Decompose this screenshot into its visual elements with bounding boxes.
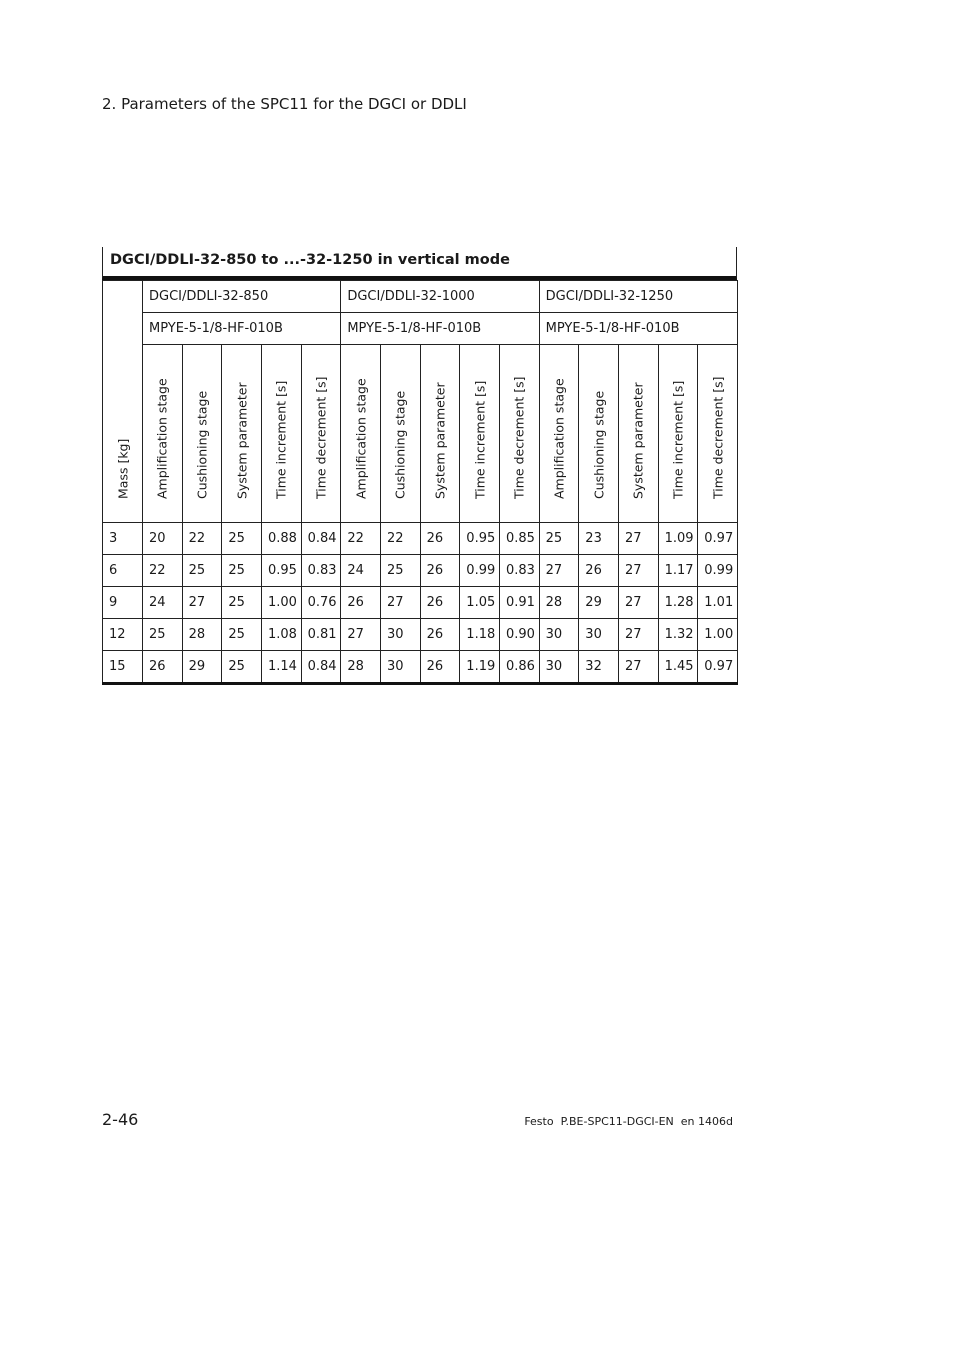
value-cell: 27 <box>380 587 420 619</box>
column-header-cell <box>579 345 619 523</box>
value-cell: 29 <box>579 587 619 619</box>
value-cell: 22 <box>341 523 381 555</box>
chapter-heading: 2. Parameters of the SPC11 for the DGCI or DDLI <box>102 95 467 113</box>
value-cell: 26 <box>341 587 381 619</box>
value-cell: 28 <box>539 587 579 619</box>
mass-cell: 9 <box>103 587 143 619</box>
value-cell: 27 <box>618 651 658 684</box>
value-cell: 26 <box>420 555 460 587</box>
value-cell: 30 <box>579 619 619 651</box>
table-row <box>103 555 738 587</box>
value-cell: 27 <box>618 555 658 587</box>
column-header: Cushioning stage <box>194 390 210 499</box>
value-cell: 27 <box>618 587 658 619</box>
value-cell: 0.97 <box>698 523 738 555</box>
value-cell: 1.32 <box>658 619 698 651</box>
value-cell: 25 <box>143 619 183 651</box>
value-cell: 1.08 <box>261 619 301 651</box>
column-header-cell <box>460 345 500 523</box>
value-cell: 0.84 <box>301 651 341 684</box>
value-cell: 26 <box>420 651 460 684</box>
drive-header-1000: DGCI/DDLI-32-1000 <box>341 281 539 313</box>
column-header-cell <box>420 345 460 523</box>
mass-cell: 6 <box>103 555 143 587</box>
value-cell: 27 <box>182 587 222 619</box>
column-header-cell <box>618 345 658 523</box>
value-cell: 0.90 <box>499 619 539 651</box>
column-header: Time increment [s] <box>472 380 488 499</box>
valve-header-1000: MPYE-5-1/8-HF-010B <box>341 313 539 345</box>
value-cell: 27 <box>618 619 658 651</box>
value-cell: 0.97 <box>698 651 738 684</box>
parameter-table-block <box>102 247 737 685</box>
table-title: DGCI/DDLI-32-850 to ...-32-1250 in vertical mode <box>102 247 737 280</box>
column-header-cell <box>222 345 262 523</box>
value-cell: 20 <box>143 523 183 555</box>
value-cell: 1.00 <box>698 619 738 651</box>
value-cell: 27 <box>539 555 579 587</box>
value-cell: 30 <box>539 651 579 684</box>
value-cell: 30 <box>380 651 420 684</box>
value-cell: 1.00 <box>261 587 301 619</box>
value-cell: 1.17 <box>658 555 698 587</box>
drive-header-1250: DGCI/DDLI-32-1250 <box>539 281 737 313</box>
value-cell: 0.86 <box>499 651 539 684</box>
column-header: Time decrement [s] <box>313 376 329 499</box>
value-cell: 0.91 <box>499 587 539 619</box>
mass-header-cell <box>103 281 143 523</box>
value-cell: 30 <box>539 619 579 651</box>
column-header: Cushioning stage <box>392 390 408 499</box>
column-header: System parameter <box>432 382 448 499</box>
mass-header: Mass [kg] <box>115 438 130 499</box>
value-cell: 25 <box>182 555 222 587</box>
column-header: System parameter <box>630 382 646 499</box>
mass-cell: 3 <box>103 523 143 555</box>
value-cell: 0.83 <box>301 555 341 587</box>
value-cell: 1.05 <box>460 587 500 619</box>
value-cell: 27 <box>618 523 658 555</box>
value-cell: 0.83 <box>499 555 539 587</box>
page-number: 2-46 <box>102 1110 139 1129</box>
value-cell: 32 <box>579 651 619 684</box>
value-cell: 24 <box>341 555 381 587</box>
column-header-cell <box>380 345 420 523</box>
value-cell: 0.85 <box>499 523 539 555</box>
value-cell: 22 <box>143 555 183 587</box>
value-cell: 1.18 <box>460 619 500 651</box>
value-cell: 29 <box>182 651 222 684</box>
value-cell: 0.76 <box>301 587 341 619</box>
parameter-table <box>102 280 738 685</box>
value-cell: 26 <box>143 651 183 684</box>
table-row <box>103 651 738 684</box>
value-cell: 27 <box>341 619 381 651</box>
value-cell: 24 <box>143 587 183 619</box>
column-header: Time decrement [s] <box>710 376 726 499</box>
value-cell: 26 <box>420 619 460 651</box>
value-cell: 0.88 <box>261 523 301 555</box>
column-header-cell <box>698 345 738 523</box>
value-cell: 28 <box>341 651 381 684</box>
value-cell: 25 <box>222 523 262 555</box>
value-cell: 25 <box>222 555 262 587</box>
value-cell: 23 <box>579 523 619 555</box>
table-row <box>103 523 738 555</box>
value-cell: 26 <box>420 523 460 555</box>
column-header-cell <box>539 345 579 523</box>
column-header: Cushioning stage <box>591 390 607 499</box>
mass-cell: 12 <box>103 619 143 651</box>
table-row <box>103 587 738 619</box>
column-header: Amplification stage <box>551 378 567 499</box>
value-cell: 28 <box>182 619 222 651</box>
value-cell: 30 <box>380 619 420 651</box>
value-cell: 0.99 <box>698 555 738 587</box>
column-header: Amplification stage <box>353 378 369 499</box>
value-cell: 22 <box>380 523 420 555</box>
value-cell: 1.45 <box>658 651 698 684</box>
document-footer: Festo P.BE-SPC11-DGCI-EN en 1406d <box>524 1115 733 1128</box>
column-header-cell <box>658 345 698 523</box>
valve-header-row <box>103 313 738 345</box>
drive-header-850: DGCI/DDLI-32-850 <box>143 281 341 313</box>
value-cell: 25 <box>539 523 579 555</box>
drive-header-row <box>103 281 738 313</box>
column-header-cell <box>143 345 183 523</box>
value-cell: 22 <box>182 523 222 555</box>
value-cell: 1.28 <box>658 587 698 619</box>
mass-cell: 15 <box>103 651 143 684</box>
value-cell: 25 <box>380 555 420 587</box>
column-header: Amplification stage <box>154 378 170 499</box>
value-cell: 1.14 <box>261 651 301 684</box>
value-cell: 0.95 <box>460 523 500 555</box>
value-cell: 26 <box>579 555 619 587</box>
value-cell: 0.95 <box>261 555 301 587</box>
valve-header-850: MPYE-5-1/8-HF-010B <box>143 313 341 345</box>
value-cell: 0.81 <box>301 619 341 651</box>
value-cell: 25 <box>222 587 262 619</box>
table-body <box>103 523 738 684</box>
value-cell: 1.09 <box>658 523 698 555</box>
column-header: Time increment [s] <box>670 380 686 499</box>
table-row <box>103 619 738 651</box>
value-cell: 1.19 <box>460 651 500 684</box>
column-header-cell <box>499 345 539 523</box>
value-cell: 0.99 <box>460 555 500 587</box>
column-header-cell <box>341 345 381 523</box>
value-cell: 0.84 <box>301 523 341 555</box>
value-cell: 25 <box>222 651 262 684</box>
column-header-cell <box>182 345 222 523</box>
value-cell: 26 <box>420 587 460 619</box>
column-header-cell <box>261 345 301 523</box>
column-header-cell <box>301 345 341 523</box>
column-header: Time decrement [s] <box>511 376 527 499</box>
value-cell: 1.01 <box>698 587 738 619</box>
column-header: Time increment [s] <box>273 380 289 499</box>
column-header: System parameter <box>234 382 250 499</box>
valve-header-1250: MPYE-5-1/8-HF-010B <box>539 313 737 345</box>
value-cell: 25 <box>222 619 262 651</box>
column-header-row <box>103 345 738 523</box>
